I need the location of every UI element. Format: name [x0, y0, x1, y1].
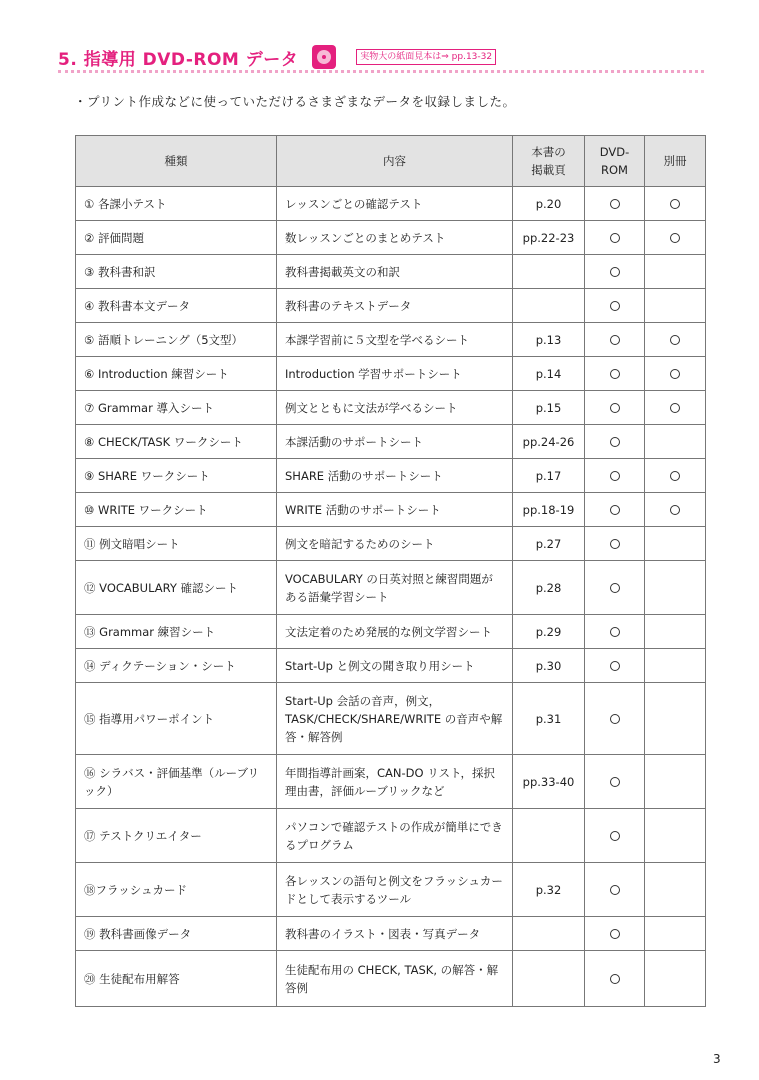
cell-page: p.15 [513, 391, 585, 425]
cell-page: p.20 [513, 187, 585, 221]
cell-page: p.27 [513, 527, 585, 561]
dvd-mark [610, 233, 620, 243]
table-row [76, 187, 706, 221]
cell-kind: ⑳ 生徒配布用解答 [76, 951, 277, 1007]
table-row [76, 221, 706, 255]
cell-dvd [585, 289, 645, 323]
cell-content: 数レッスンごとのまとめテスト [277, 221, 513, 255]
cell-content: 教科書のテキストデータ [277, 289, 513, 323]
cell-kind: ⑭ ディクテーション・シート [76, 649, 277, 683]
separate-mark [670, 369, 680, 379]
table-row [76, 527, 706, 561]
separate-mark [670, 199, 680, 209]
cell-dvd [585, 323, 645, 357]
dvd-mark [610, 403, 620, 413]
cell-separate [645, 809, 706, 863]
header-kind: 種類 [76, 136, 277, 187]
data-table [75, 135, 706, 1007]
cell-kind: ⑨ SHARE ワークシート [76, 459, 277, 493]
cell-kind: ⑤ 語順トレーニング（5文型） [76, 323, 277, 357]
cell-dvd [585, 809, 645, 863]
cell-page: p.30 [513, 649, 585, 683]
dvd-mark [610, 661, 620, 671]
cell-page: p.32 [513, 863, 585, 917]
cell-content: 年間指導計画案，CAN-DO リスト，採択理由書，評価ルーブリックなど [277, 755, 513, 809]
table-row [76, 493, 706, 527]
cell-dvd [585, 221, 645, 255]
cell-page: p.29 [513, 615, 585, 649]
cell-page [513, 917, 585, 951]
dvd-icon [312, 45, 336, 69]
page-number: 3 [713, 1052, 721, 1066]
cell-kind: ⑯ シラバス・評価基準（ルーブリック） [76, 755, 277, 809]
cell-page: p.17 [513, 459, 585, 493]
section-title: 5. 指導用 DVD-ROM データ [58, 49, 299, 70]
cell-separate [645, 615, 706, 649]
dvd-mark [610, 583, 620, 593]
cell-kind: ⑮ 指導用パワーポイント [76, 683, 277, 755]
cell-page: pp.18-19 [513, 493, 585, 527]
table-row [76, 755, 706, 809]
table-row [76, 391, 706, 425]
cell-separate [645, 755, 706, 809]
cell-kind: ③ 教科書和訳 [76, 255, 277, 289]
separate-mark [670, 505, 680, 515]
dvd-mark [610, 335, 620, 345]
cell-separate [645, 561, 706, 615]
header-page [513, 136, 585, 187]
cell-dvd [585, 357, 645, 391]
section-header [58, 40, 496, 74]
cell-kind: ⑩ WRITE ワークシート [76, 493, 277, 527]
cell-dvd [585, 863, 645, 917]
cell-dvd [585, 391, 645, 425]
cell-content: Start-Up 会話の音声，例文，TASK/CHECK/SHARE/WRITE の音声や解答・解答例 [277, 683, 513, 755]
header-dvd-line2: ROM [601, 163, 628, 177]
cell-content: SHARE 活動のサポートシート [277, 459, 513, 493]
cell-page: pp.33-40 [513, 755, 585, 809]
cell-kind: ⑧ CHECK/TASK ワークシート [76, 425, 277, 459]
dvd-mark [610, 714, 620, 724]
cell-kind: ⑫ VOCABULARY 確認シート [76, 561, 277, 615]
dvd-mark [610, 539, 620, 549]
dvd-mark [610, 777, 620, 787]
cell-content: VOCABULARY の日英対照と練習問題がある語彙学習シート [277, 561, 513, 615]
header-dvd [585, 136, 645, 187]
cell-separate [645, 187, 706, 221]
cell-content: WRITE 活動のサポートシート [277, 493, 513, 527]
cell-page: pp.22-23 [513, 221, 585, 255]
dvd-mark [610, 199, 620, 209]
header-page-line2: 掲載頁 [531, 163, 566, 177]
cell-separate [645, 391, 706, 425]
cell-dvd [585, 917, 645, 951]
cell-page [513, 951, 585, 1007]
cell-kind: ⑲ 教科書画像データ [76, 917, 277, 951]
cell-content: 生徒配布用の CHECK, TASK, の解答・解答例 [277, 951, 513, 1007]
cell-content: Introduction 学習サポートシート [277, 357, 513, 391]
table-row [76, 863, 706, 917]
dvd-mark [610, 627, 620, 637]
dvd-mark [610, 437, 620, 447]
cell-kind: ⑪ 例文暗唱シート [76, 527, 277, 561]
dvd-mark [610, 505, 620, 515]
table-row [76, 357, 706, 391]
cell-dvd [585, 459, 645, 493]
dvd-mark [610, 267, 620, 277]
header-separate: 別冊 [645, 136, 706, 187]
cell-dvd [585, 527, 645, 561]
cell-kind: ⑦ Grammar 導入シート [76, 391, 277, 425]
cell-separate [645, 289, 706, 323]
cell-separate [645, 221, 706, 255]
cell-page: p.28 [513, 561, 585, 615]
dvd-mark [610, 471, 620, 481]
cell-content: 本課学習前に５文型を学べるシート [277, 323, 513, 357]
table-row [76, 809, 706, 863]
separate-mark [670, 403, 680, 413]
table-row [76, 323, 706, 357]
dvd-mark [610, 831, 620, 841]
cell-page: p.14 [513, 357, 585, 391]
cell-dvd [585, 255, 645, 289]
cell-content: 例文を暗記するためのシート [277, 527, 513, 561]
table-row [76, 255, 706, 289]
cell-dvd [585, 683, 645, 755]
header-content: 内容 [277, 136, 513, 187]
cell-content: 教科書のイラスト・図表・写真データ [277, 917, 513, 951]
header-dvd-line1: DVD- [599, 145, 630, 159]
cell-separate [645, 863, 706, 917]
table-row [76, 683, 706, 755]
intro-text: ・プリント作成などに使っていただけるさまざまなデータを収録しました。 [74, 94, 516, 109]
separate-mark [670, 471, 680, 481]
cell-separate [645, 493, 706, 527]
header-page-line1: 本書の [531, 145, 566, 159]
cell-content: 各レッスンの語句と例文をフラッシュカードとして表示するツール [277, 863, 513, 917]
cell-content: 文法定着のため発展的な例文学習シート [277, 615, 513, 649]
table-row [76, 649, 706, 683]
cell-page [513, 289, 585, 323]
table-row [76, 951, 706, 1007]
table-row [76, 459, 706, 493]
cell-content: 例文とともに文法が学べるシート [277, 391, 513, 425]
cell-kind: ② 評価問題 [76, 221, 277, 255]
cell-kind: ⑬ Grammar 練習シート [76, 615, 277, 649]
cell-dvd [585, 615, 645, 649]
cell-separate [645, 357, 706, 391]
cell-content: パソコンで確認テストの作成が簡単にできるプログラム [277, 809, 513, 863]
cell-separate [645, 527, 706, 561]
dvd-mark [610, 885, 620, 895]
cell-separate [645, 425, 706, 459]
cell-separate [645, 459, 706, 493]
cell-kind: ⑱フラッシュカード [76, 863, 277, 917]
dvd-mark [610, 369, 620, 379]
cell-dvd [585, 561, 645, 615]
cell-separate [645, 323, 706, 357]
cell-dvd [585, 493, 645, 527]
table-header-row [76, 136, 706, 187]
cell-content: Start-Up と例文の聞き取り用シート [277, 649, 513, 683]
cell-dvd [585, 951, 645, 1007]
dotted-divider [58, 70, 704, 73]
cell-dvd [585, 425, 645, 459]
cell-separate [645, 951, 706, 1007]
cell-page [513, 255, 585, 289]
cell-page: p.13 [513, 323, 585, 357]
cell-dvd [585, 755, 645, 809]
cell-separate [645, 255, 706, 289]
table-row [76, 615, 706, 649]
table-row [76, 917, 706, 951]
cell-separate [645, 649, 706, 683]
cell-kind: ④ 教科書本文データ [76, 289, 277, 323]
cell-dvd [585, 649, 645, 683]
separate-mark [670, 233, 680, 243]
separate-mark [670, 335, 680, 345]
cell-page: pp.24-26 [513, 425, 585, 459]
cell-kind: ① 各課小テスト [76, 187, 277, 221]
reference-note: 実物大の紙面見本は⇒ pp.13-32 [356, 49, 496, 65]
dvd-mark [610, 301, 620, 311]
cell-page [513, 809, 585, 863]
cell-kind: ⑰ テストクリエイター [76, 809, 277, 863]
cell-page: p.31 [513, 683, 585, 755]
cell-kind: ⑥ Introduction 練習シート [76, 357, 277, 391]
cell-content: レッスンごとの確認テスト [277, 187, 513, 221]
table-row [76, 289, 706, 323]
table-row [76, 561, 706, 615]
cell-content: 教科書掲載英文の和訳 [277, 255, 513, 289]
cell-separate [645, 683, 706, 755]
cell-content: 本課活動のサポートシート [277, 425, 513, 459]
table-row [76, 425, 706, 459]
dvd-mark [610, 929, 620, 939]
cell-dvd [585, 187, 645, 221]
cell-separate [645, 917, 706, 951]
dvd-mark [610, 974, 620, 984]
